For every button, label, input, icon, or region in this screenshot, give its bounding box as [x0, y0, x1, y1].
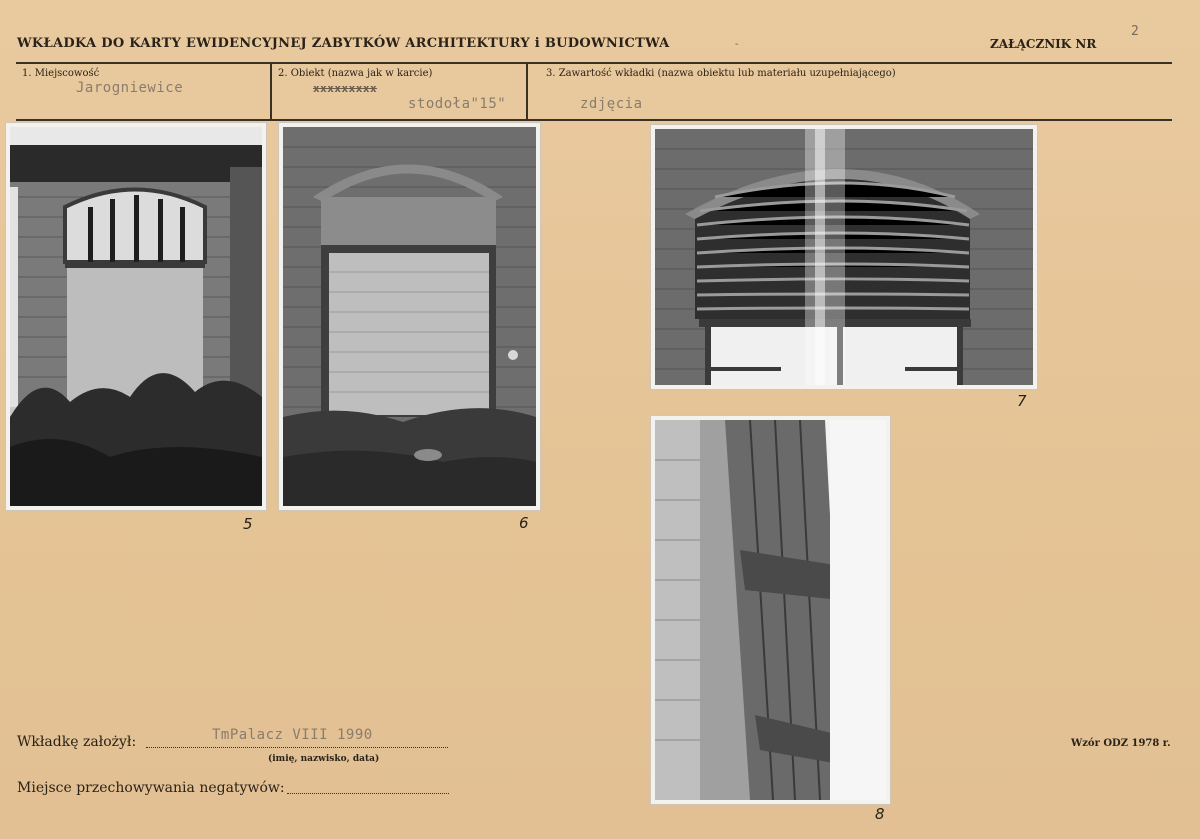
photo-7-number: 7 [1017, 392, 1027, 410]
annex-number: 2 [1131, 24, 1139, 39]
field-divider-2 [526, 64, 528, 120]
photo-8 [651, 416, 890, 804]
timber-bracket-image [655, 420, 886, 800]
header-rule-bottom [16, 119, 1172, 121]
header-rule-top [16, 62, 1172, 64]
place-value: Jarogniewice [76, 80, 184, 96]
object-struck-text: xxxxxxxxx [313, 82, 378, 95]
barn-gable-arch-image [10, 127, 262, 506]
author-line [146, 747, 448, 748]
photo-6 [279, 123, 540, 510]
author-label: Wkładkę założył: [17, 734, 137, 750]
author-value: TmPalacz VIII 1990 [212, 727, 373, 743]
photo-8-number: 8 [875, 805, 885, 823]
content-label: 3. Zawartość wkładki (nazwa obiektu lub materiału uzupełniającego) [546, 68, 896, 79]
dash-mark: - [735, 39, 739, 50]
author-hint: (imię, nazwisko, data) [268, 754, 380, 764]
louvered-arch-image [655, 129, 1033, 385]
content-value: zdjęcia [580, 96, 643, 112]
negatives-label: Miejsce przechowywania negatywów: [17, 780, 285, 796]
photo-5-number: 5 [243, 515, 253, 533]
form-model: Wzór ODZ 1978 r. [1071, 738, 1171, 749]
negatives-line [287, 793, 449, 794]
annex-label: ZAŁĄCZNIK NR [990, 37, 1097, 51]
object-label: 2. Obiekt (nazwa jak w karcie) [278, 68, 433, 79]
object-value: stodoła"15" [408, 96, 507, 112]
sheet-title: WKŁADKA DO KARTY EWIDENCYJNEJ ZABYTKÓW ARCHITEKTURY i BUDOWNICTWA [17, 36, 670, 51]
field-divider-1 [270, 64, 272, 120]
place-label: 1. Miejscowość [22, 68, 100, 79]
photo-6-number: 6 [519, 514, 529, 532]
photo-5 [6, 123, 266, 510]
photo-7 [651, 125, 1037, 389]
bricked-up-door-image [283, 127, 536, 506]
